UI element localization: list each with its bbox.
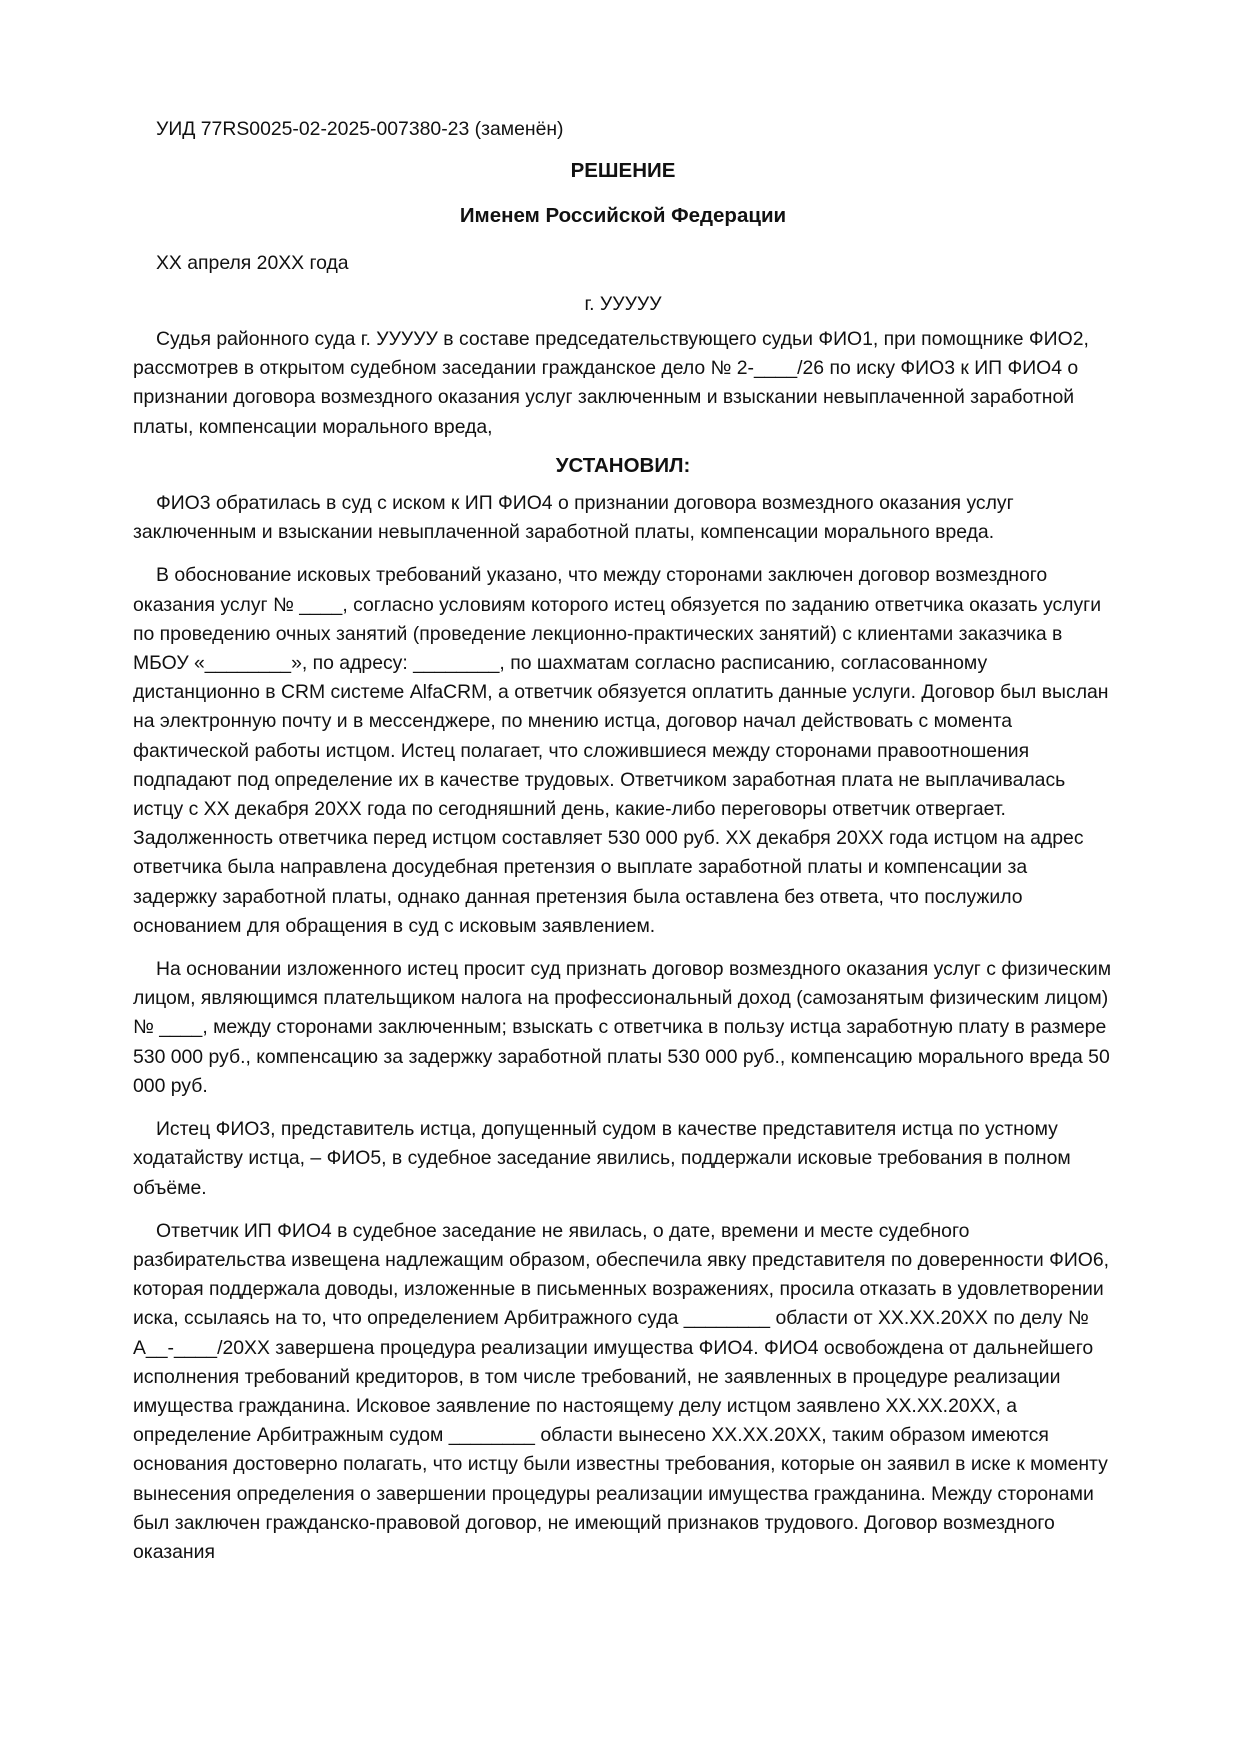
intro-paragraph: Судья районного суда г. УУУУУ в составе председательствующего судьи ФИО1, при помощнике ФИО2, рассмотрев в открытом судебном заседании гражданское дело № 2-____/26 по иску ФИО3 к ИП ФИО4 о признании договора возмездного оказания услуг заключенным и взыскании невыплаченной заработной платы, компенсации морального вреда, — [133, 328, 1089, 438]
body-paragraph: Истец ФИО3, представитель истца, допущенный судом в качестве представителя истца по устному ходатайству истца, – ФИО5, в судебное заседание явились, поддержали исковые требования в полном объёме. — [133, 1118, 1071, 1199]
document-subtitle: Именем Российской Федерации — [459, 204, 787, 228]
document-city: г. УУУУУ — [584, 292, 662, 315]
body-paragraph: ФИО3 обратилась в суд с иском к ИП ФИО4 о признании договора возмездного оказания услуг заключенным и взыскании невыплаченной заработной платы, компенсации морального вреда. — [133, 492, 1014, 544]
body-paragraph: На основании изложенного истец просит суд признать договор возмездного оказания услуг с физическим лицом, являющимся плательщиком налога на профессиональный доход (самозанятым физическим лицом) № ____, между сторонами заключенным; взыскать с ответчика в пользу истца заработную плату в размере 530 000 руб., компенсацию за задержку заработной платы 530 000 руб., компенсацию морального вреда 50 000 руб. — [133, 958, 1112, 1097]
document-title: РЕШЕНИЕ — [570, 159, 676, 183]
document-page — [133, 115, 1113, 1567]
established-heading: УСТАНОВИЛ: — [555, 453, 691, 477]
case-uid: УИД 77RS0025-02-2025-007380-23 (заменён) — [156, 118, 564, 140]
body-paragraph: В обоснование исковых требований указано, что между сторонами заключен договор возмездного оказания услуг № ____, согласно условиям которого истец обязуется по заданию ответчика оказать услуги по проведению очных занятий (проведение лекционно-практических занятий) с клиентами заказчика в МБОУ «________», по адресу: ________, по шахматам согласно расписанию, согласованному дистанционно в CRM системе AlfaCRM, а ответчик обязуется оплатить данные услуги. Договор был выслан на электронную почту и в мессенджере, по мнению истца, договор начал действовать с момента фактической работы истцом. Истец полагает, что сложившиеся между сторонами правоотношения подпадают под определение их в качестве трудовых. Ответчиком заработная плата не выплачивалась истцу с ХХ декабря 20ХХ года по сегодняшний день, какие-либо переговоры ответчик отвергает. Задолженность ответчика перед истцом составляет 530 000 руб. ХХ декабря 20ХХ года истцом на адрес ответчика была направлена досудебная претензия о выплате заработной платы и компенсации за задержку заработной платы, однако данная претензия была оставлена без ответа, что послужило основанием для обращения в суд с исковым заявлением. — [133, 564, 1109, 937]
body-paragraph: Ответчик ИП ФИО4 в судебное заседание не явилась, о дате, времени и месте судебного разбирательства извещена надлежащим образом, обеспечила явку представителя по доверенности ФИО6, которая поддержала доводы, изложенные в письменных возражениях, просила отказать в удовлетворении иска, ссылаясь на то, что определением Арбитражного суда ________ области от ХХ.ХХ.20ХХ по делу № А__-____/20ХХ завершена процедура реализации имущества ФИО4. ФИО4 освобождена от дальнейшего исполнения требований кредиторов, в том числе требований, не заявленных в процедуре реализации имущества гражданина. Исковое заявление по настоящему делу истцом заявлено ХХ.ХХ.20ХХ, а определение Арбитражным судом ________ области вынесено ХХ.ХХ.20ХХ, таким образом имеются основания достоверно полагать, что истцу были известны требования, которые он заявил в иске к моменту вынесения определения о завершении процедуры реализации имущества гражданина. Между сторонами был заключен гражданско-правовой договор, не имеющий признаков трудового. Договор возмездного оказания — [133, 1219, 1110, 1563]
document-date: ХХ апреля 20ХХ года — [156, 251, 349, 274]
